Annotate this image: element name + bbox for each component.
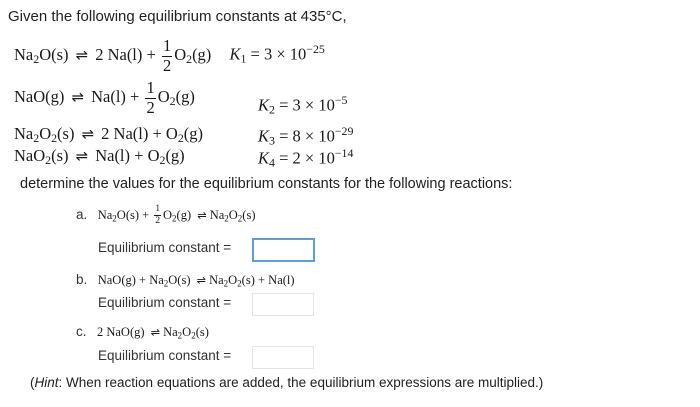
equilibrium-constant-label-b: Equilibrium constant =	[98, 295, 232, 310]
eq3-k-value: $K_3 = 8 \times 10^{-29}$	[258, 124, 354, 148]
question-b	[76, 271, 295, 289]
eq3-rhs: 2 $Na(l) + O_2(g)$	[101, 124, 204, 145]
equation-3	[14, 124, 203, 146]
eq4-lhs: NaO$_2$(s)	[14, 146, 69, 167]
eq4-k-value: $K_4 = 2 \times 10^{-14}$	[258, 146, 354, 170]
hint-label: Hint	[34, 375, 59, 390]
question-letter: c.	[76, 324, 87, 339]
equilibrium-arrow-icon: ⇌	[75, 45, 89, 64]
eq1-rhs: 2 Na(l) + $\frac{1}{2}$ $O_2(g)$	[95, 36, 212, 75]
question-letter: b.	[76, 272, 88, 287]
eq2-lhs: NaO(g)	[14, 86, 65, 106]
question-c-reaction: 2 NaO(g) ⇌ $Na_2O_2(s)$	[96, 325, 209, 341]
equilibrium-constant-label-c: Equilibrium constant =	[98, 348, 232, 363]
eq4-rhs: $Na(l) + O_2(g)$	[95, 146, 185, 167]
eq1-k-value: $K_1 = 3 \times 10^{-25}$	[229, 42, 325, 66]
answer-input-b[interactable]	[252, 293, 314, 316]
equilibrium-arrow-icon: ⇌	[196, 274, 207, 287]
question-a-reaction: $Na_2O(s)$ + $\frac{1}{2}$ $O_2(g)$ ⇌ $Na_2O_2(s)$	[97, 204, 256, 227]
question-a	[76, 205, 256, 227]
equation-4	[14, 146, 185, 168]
intro-text: Given the following equilibrium constants at 435°C,	[8, 8, 347, 25]
answer-input-a[interactable]	[252, 238, 315, 262]
eq2-rhs: Na(l) + $\frac{1}{2}$ $O_2(g)$	[91, 78, 195, 117]
equilibrium-arrow-icon: ⇌	[81, 125, 95, 143]
answer-input-c[interactable]	[252, 346, 314, 369]
eq1-lhs: $Na_2O(s)$	[14, 44, 69, 66]
question-letter: a.	[76, 206, 88, 222]
hint-text: (Hint: When reaction equations are added, the equilibrium expressions are multiplied.)	[30, 375, 544, 390]
equilibrium-arrow-icon: ⇌	[150, 326, 161, 339]
question-b-reaction: $NaO(g) + Na_2O(s)$ ⇌ $Na_2O_2(s) + Na(l)$	[97, 273, 295, 289]
equation-2	[14, 80, 195, 116]
equilibrium-constant-label-a: Equilibrium constant =	[98, 240, 232, 255]
question-c	[76, 323, 209, 341]
equilibrium-arrow-icon: ⇌	[71, 87, 84, 106]
eq2-k-value: $K_2 = 3 \times 10^{-5}$	[258, 93, 348, 117]
equilibrium-arrow-icon: ⇌	[197, 208, 207, 222]
equilibrium-arrow-icon: ⇌	[75, 147, 89, 165]
eq3-lhs: $Na_2O_2(s)$	[14, 124, 75, 145]
instruction-text: determine the values for the equilibrium constants for the following reactions:	[20, 176, 513, 192]
equation-1	[14, 38, 325, 74]
